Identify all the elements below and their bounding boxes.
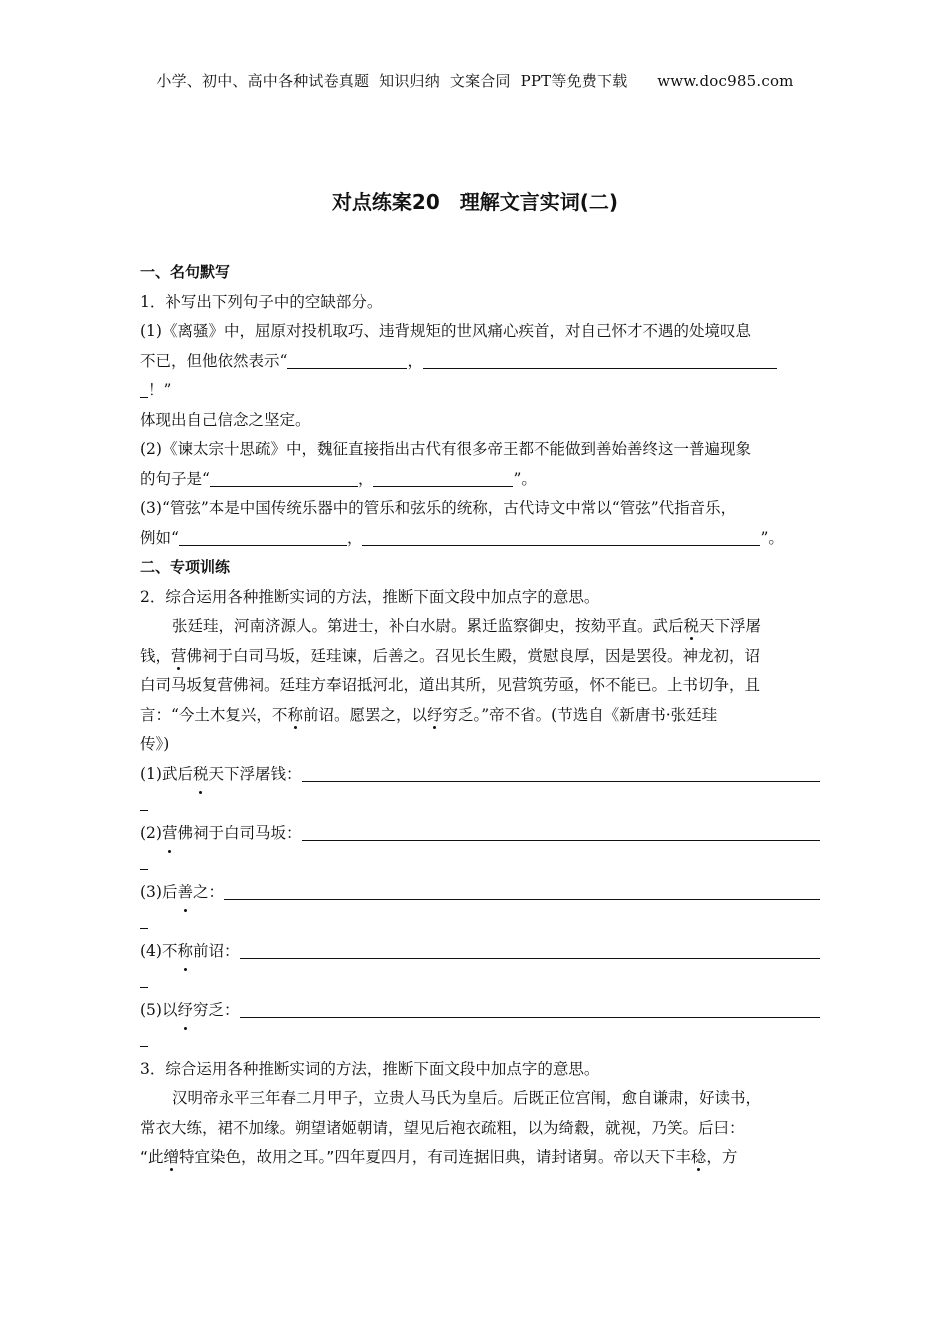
section-heading-2: 二、专项训练	[140, 558, 231, 576]
dotted-character: 营	[162, 819, 178, 849]
answer-blank[interactable]	[210, 469, 358, 487]
answer-blank[interactable]	[140, 971, 148, 988]
page-header: 小学、初中、高中各种试卷真题 知识归纳 文案合同 PPT等免费下载 www.doc985.com	[156, 72, 794, 90]
answer-overflow	[140, 789, 820, 819]
document-body	[140, 258, 820, 1173]
answer-row: (1)武后 税 天下浮屠钱：	[140, 760, 820, 790]
answer-blank[interactable]	[140, 1030, 148, 1047]
dotted-character: 缯	[163, 1148, 180, 1166]
answer-blank[interactable]	[140, 853, 148, 870]
passage-2-line: 汉明帝永平三年春二月甲子，立贵人马氏为皇后。后既正位宫闱，愈自谦肃，好读书，	[172, 1089, 762, 1107]
dotted-character: 税	[683, 617, 700, 635]
question-1-2-blanks: 的句子是“ ， ”。	[140, 469, 537, 488]
answer-blank[interactable]	[287, 351, 407, 369]
answer-overflow	[140, 1025, 820, 1055]
question-1-stem: 1．补写出下列句子中的空缺部分。	[140, 292, 383, 311]
passage-line: 传》)	[140, 735, 170, 753]
question-1-1-text: (1)《离骚》中，屈原对投机取巧、违背规矩的世风痛心疾首，对自己怀才不遇的处境叹息	[140, 322, 751, 340]
page-title: 对点练案20 理解文言实词(二)	[331, 190, 619, 214]
answer-overflow	[140, 907, 820, 937]
answer-blank[interactable]	[140, 381, 148, 398]
answer-blank[interactable]	[373, 469, 513, 487]
answer-row: (4)不 称 前诏：	[140, 937, 820, 967]
question-1-3-text: (3)“管弦”本是中国传统乐器中的管乐和弦乐的统称，古代诗文中常以“管弦”代指音乐，	[140, 499, 737, 517]
dotted-character: 税	[193, 760, 209, 790]
dotted-character: 称	[177, 937, 193, 967]
question-1-3-blanks: 例如“ ， ”。	[140, 528, 784, 547]
answer-overflow	[140, 848, 820, 878]
answer-row: (2) 营 佛祠于白司马坂：	[140, 819, 820, 849]
answer-row: (5)以 纾 穷乏：	[140, 996, 820, 1026]
answer-row: (3)后 善 之：	[140, 878, 820, 908]
answer-blank[interactable]	[240, 958, 821, 959]
answer-blank[interactable]	[302, 840, 821, 841]
passage-line: 张廷珪，河南济源人。第进士，补白水尉。累迁监察御史，按劾平直。武后税天下浮屠	[172, 617, 762, 635]
dotted-character: 善	[177, 878, 193, 908]
dotted-character: 纾	[177, 996, 193, 1026]
passage-2-line: 常衣大练，裙不加缘。朔望诸姬朝请，望见后袍衣疏粗，以为绮縠，就视，乃笑。后曰：	[140, 1118, 745, 1137]
answer-overflow	[140, 966, 820, 996]
passage-2-line: “此缯特宜染色，故用之耳。”四年夏四月，有司连据旧典，请封诸舅。帝以天下丰稔，方	[140, 1148, 738, 1166]
answer-blank[interactable]	[179, 528, 347, 546]
dotted-character: 稔	[690, 1148, 707, 1166]
answer-blank[interactable]	[140, 912, 148, 929]
answer-blank[interactable]	[362, 528, 760, 546]
passage-line: 言：“今土木复兴，不称前诏。愿罢之，以纾穷乏。”帝不省。(节选自《新唐书·张廷珪	[140, 705, 718, 724]
answer-blank[interactable]	[140, 794, 148, 811]
answer-blank[interactable]	[240, 1017, 821, 1018]
dotted-character: 营	[171, 646, 187, 665]
dotted-character: 纾	[426, 705, 443, 724]
dotted-character: 称	[287, 705, 303, 724]
question-3-stem: 3．综合运用各种推断实词的方法，推断下面文段中加点字的意思。	[140, 1059, 600, 1078]
section-heading-1: 一、名句默写	[140, 263, 231, 281]
question-1-1-blanks: 不已，但他依然表示“ ，	[140, 347, 820, 377]
question-1-1-end: ！”	[140, 376, 820, 406]
passage-line: 白司马坂复营佛祠。廷珪方奉诏抵河北，道出其所，见营筑劳亟，怀不能已。上书切争，且	[140, 676, 761, 694]
answer-blank[interactable]	[302, 781, 821, 782]
question-1-2-text: (2)《谏太宗十思疏》中，魏征直接指出古代有很多帝王都不能做到善始善终这一普遍现象	[140, 440, 751, 458]
question-2-stem: 2．综合运用各种推断实词的方法，推断下面文段中加点字的意思。	[140, 587, 600, 606]
answer-blank[interactable]	[423, 351, 777, 369]
answer-blank[interactable]	[224, 899, 820, 900]
question-1-1-tail: 体现出自己信念之坚定。	[140, 410, 311, 429]
passage-line: 钱，营佛祠于白司马坂，廷珪谏，后善之。召见长生殿，赏慰良厚，因是罢役。神龙初，诏	[140, 646, 761, 665]
